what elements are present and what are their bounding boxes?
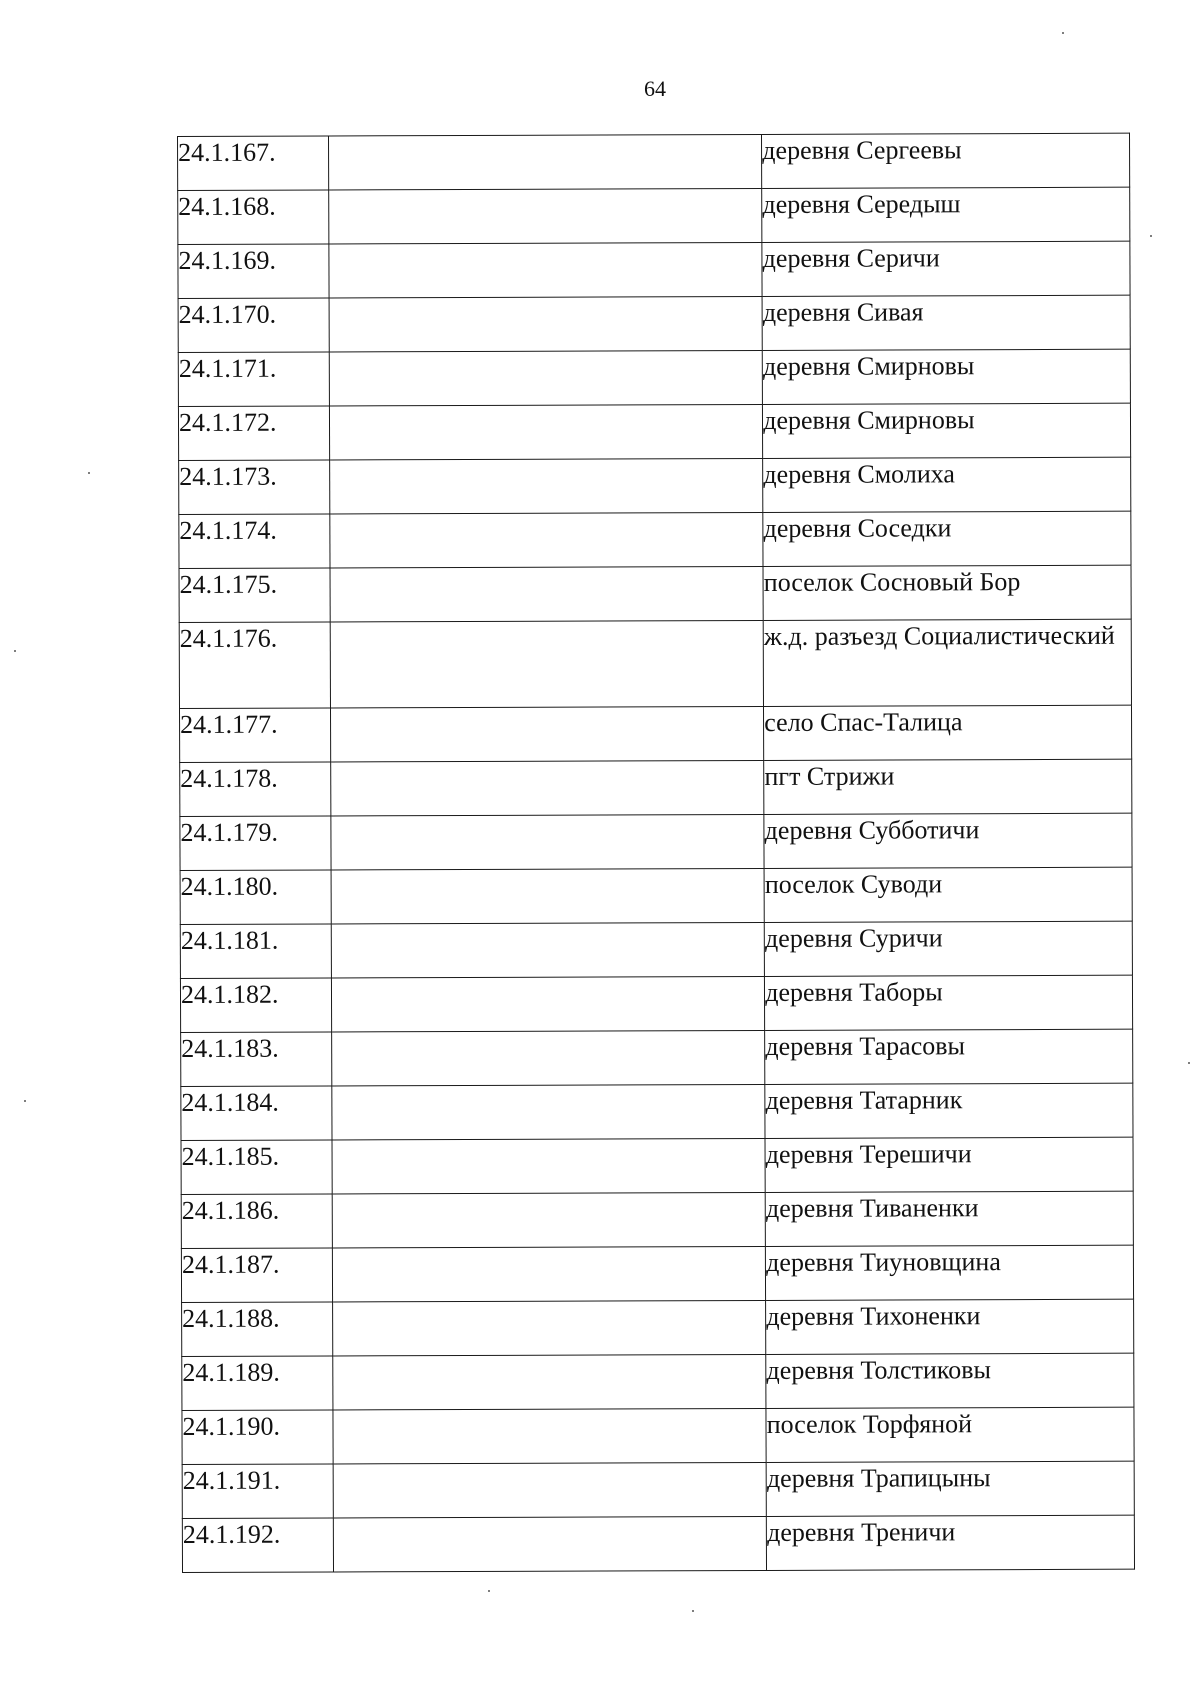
settlement-name: деревня Таборы xyxy=(765,975,1133,1030)
settlement-name: деревня Смолиха xyxy=(763,457,1131,512)
table-row xyxy=(180,867,1132,924)
table-row xyxy=(178,241,1130,298)
row-number: 24.1.189. xyxy=(182,1356,333,1411)
empty-cell xyxy=(331,976,764,1032)
row-number: 24.1.178. xyxy=(180,762,331,817)
empty-cell xyxy=(331,814,764,870)
empty-cell xyxy=(333,1516,766,1572)
row-number: 24.1.175. xyxy=(179,568,330,623)
empty-cell xyxy=(329,188,762,244)
settlement-name: деревня Терешичи xyxy=(765,1137,1133,1192)
row-number: 24.1.192. xyxy=(182,1518,333,1573)
row-number: 24.1.181. xyxy=(180,924,331,979)
empty-cell xyxy=(332,1246,765,1302)
empty-cell xyxy=(328,134,761,190)
empty-cell xyxy=(332,1192,765,1248)
empty-cell xyxy=(333,1354,766,1410)
empty-cell xyxy=(329,350,762,406)
empty-cell xyxy=(332,1030,765,1086)
row-number: 24.1.183. xyxy=(181,1032,332,1087)
row-number: 24.1.167. xyxy=(178,136,329,191)
settlement-name: деревня Тиуновщина xyxy=(766,1245,1134,1300)
row-number: 24.1.184. xyxy=(181,1086,332,1141)
row-number: 24.1.171. xyxy=(178,352,329,407)
row-number: 24.1.174. xyxy=(179,514,330,569)
empty-cell xyxy=(329,242,762,298)
empty-cell xyxy=(330,620,764,708)
settlement-name: деревня Сергеевы xyxy=(762,133,1130,188)
table-row xyxy=(178,187,1130,244)
empty-cell xyxy=(332,1084,765,1140)
empty-cell xyxy=(331,760,764,816)
row-number: 24.1.188. xyxy=(182,1302,333,1357)
row-number: 24.1.168. xyxy=(178,190,329,245)
row-number: 24.1.190. xyxy=(182,1410,333,1465)
table-row xyxy=(182,1461,1134,1518)
table-row xyxy=(181,1029,1133,1086)
settlement-name: деревня Татарник xyxy=(765,1083,1133,1138)
settlement-name: деревня Тихоненки xyxy=(766,1299,1134,1354)
table-row xyxy=(178,349,1130,406)
empty-cell xyxy=(333,1462,766,1518)
table-row xyxy=(180,759,1132,816)
row-number: 24.1.187. xyxy=(181,1248,332,1303)
table-row xyxy=(178,403,1130,460)
settlement-name: деревня Середыш xyxy=(762,187,1130,242)
row-number: 24.1.185. xyxy=(181,1140,332,1195)
table-row xyxy=(180,975,1132,1032)
row-number: 24.1.186. xyxy=(181,1194,332,1249)
empty-cell xyxy=(331,868,764,924)
settlement-name: село Спас-Талица xyxy=(764,705,1132,760)
table-row xyxy=(180,921,1132,978)
empty-cell xyxy=(331,922,764,978)
row-number: 24.1.172. xyxy=(178,406,329,461)
scan-speck xyxy=(692,1610,694,1612)
table-row xyxy=(182,1407,1134,1464)
settlement-name: деревня Серичи xyxy=(762,241,1130,296)
settlement-name: деревня Треничи xyxy=(767,1515,1135,1570)
scan-speck xyxy=(488,1590,490,1592)
table-row xyxy=(178,133,1130,190)
table-row xyxy=(180,813,1132,870)
table-row xyxy=(179,619,1131,708)
page-number: 64 xyxy=(644,76,666,101)
settlement-name: деревня Тиваненки xyxy=(765,1191,1133,1246)
table-row xyxy=(179,511,1131,568)
settlement-name: деревня Толстиковы xyxy=(766,1353,1134,1408)
empty-cell xyxy=(332,1138,765,1194)
table-row xyxy=(179,457,1131,514)
settlement-name: деревня Тарасовы xyxy=(765,1029,1133,1084)
settlement-name: деревня Трапицыны xyxy=(766,1461,1134,1516)
settlement-name: пгт Стрижи xyxy=(764,759,1132,814)
table-row xyxy=(182,1515,1134,1572)
table-row xyxy=(181,1137,1133,1194)
scan-speck xyxy=(24,1100,26,1102)
settlement-name: деревня Соседки xyxy=(763,511,1131,566)
row-number: 24.1.182. xyxy=(180,978,331,1033)
empty-cell xyxy=(329,296,762,352)
scan-speck xyxy=(1188,1062,1190,1064)
row-number: 24.1.169. xyxy=(178,244,329,299)
settlement-name: деревня Субботичи xyxy=(764,813,1132,868)
row-number: 24.1.191. xyxy=(182,1464,333,1519)
row-number: 24.1.177. xyxy=(179,708,330,763)
table-row xyxy=(182,1353,1134,1410)
table-row xyxy=(181,1083,1133,1140)
scan-speck xyxy=(1062,32,1064,34)
row-number: 24.1.180. xyxy=(180,870,331,925)
scan-speck xyxy=(1150,235,1152,237)
table-row xyxy=(182,1299,1134,1356)
empty-cell xyxy=(330,512,763,568)
table-row xyxy=(178,295,1130,352)
empty-cell xyxy=(332,1300,765,1356)
settlement-name: поселок Суводи xyxy=(764,867,1132,922)
empty-cell xyxy=(329,404,762,460)
table-row xyxy=(181,1245,1133,1302)
row-number: 24.1.176. xyxy=(179,622,330,709)
table-row xyxy=(179,565,1131,622)
settlement-name: деревня Смирновы xyxy=(762,349,1130,404)
row-number: 24.1.170. xyxy=(178,298,329,353)
settlement-name: поселок Сосновый Бор xyxy=(763,565,1131,620)
row-number: 24.1.173. xyxy=(179,460,330,515)
settlement-name: деревня Смирновы xyxy=(763,403,1131,458)
table-row xyxy=(179,705,1131,762)
empty-cell xyxy=(330,706,763,762)
settlement-name: деревня Сивая xyxy=(762,295,1130,350)
settlements-table xyxy=(177,133,1135,1573)
empty-cell xyxy=(330,566,763,622)
empty-cell xyxy=(330,458,763,514)
settlement-name: деревня Суричи xyxy=(764,921,1132,976)
row-number: 24.1.179. xyxy=(180,816,331,871)
scan-speck xyxy=(88,472,90,474)
scan-speck xyxy=(14,650,16,652)
settlement-name: ж.д. разъезд Социалистический xyxy=(763,619,1131,706)
table-row xyxy=(181,1191,1133,1248)
settlement-name: поселок Торфяной xyxy=(766,1407,1134,1462)
empty-cell xyxy=(333,1408,766,1464)
